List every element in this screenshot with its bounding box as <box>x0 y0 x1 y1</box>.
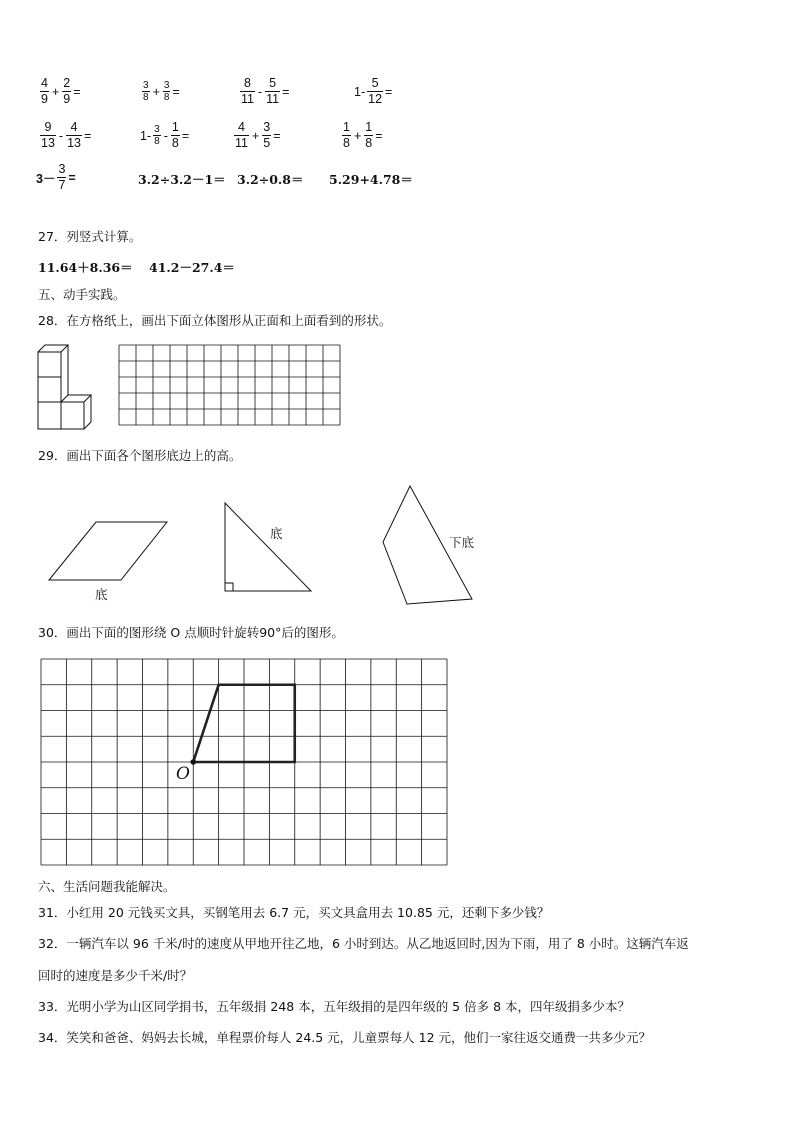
calc-r3c4: 5.29+4.78＝ <box>329 172 413 187</box>
section-5-heading: 五、动手实践。 <box>38 287 126 302</box>
triangle-base-label: 底 <box>270 526 283 541</box>
operator: - <box>58 128 64 143</box>
denominator: 9 <box>41 92 48 106</box>
numerator: 2 <box>63 76 71 90</box>
question-32-line2: 回时的速度是多少千米/时？ <box>38 968 193 983</box>
q30-grid-paper[interactable] <box>41 659 447 867</box>
denominator: 11 <box>241 92 254 106</box>
numerator: 1 <box>171 120 179 134</box>
right-triangle-shape <box>225 503 311 591</box>
numerator: 1 <box>365 120 373 134</box>
denominator: 8 <box>143 92 149 103</box>
numerator: 8 <box>244 76 251 90</box>
numerator: 5 <box>269 76 277 90</box>
right-angle-mark <box>225 583 233 591</box>
operator: + <box>353 128 362 143</box>
expr-27-2: 41.2－27.4＝ <box>149 260 235 275</box>
lead-term: 1- <box>354 84 366 99</box>
numerator: 4 <box>41 76 48 90</box>
denominator: 12 <box>368 92 383 106</box>
equals: = <box>385 84 393 99</box>
question-33: 33．光明小学为山区同学捐书，五年级捐 248 本，五年级捐的是四年级的 5 倍多 8 本，四年级捐多少本？ <box>38 999 631 1014</box>
numerator: 9 <box>44 120 52 134</box>
numerator: 3 <box>263 120 271 134</box>
equals: = <box>273 128 281 143</box>
denominator: 5 <box>263 136 271 150</box>
equals: = <box>172 84 180 99</box>
trapezoid-base-label: 下底 <box>449 535 475 550</box>
operator: + <box>251 128 260 143</box>
question-28: 28．在方格纸上，画出下面立体图形从正面和上面看到的形状。 <box>38 313 392 328</box>
lead-term: 3－ <box>36 171 56 186</box>
denominator: 13 <box>41 136 55 150</box>
numerator: 3 <box>154 124 160 135</box>
denominator: 8 <box>154 136 160 147</box>
denominator: 11 <box>266 92 280 106</box>
numerator: 3 <box>143 80 149 91</box>
denominator: 8 <box>163 92 170 103</box>
section-6-heading: 六、生活问题我能解决。 <box>38 879 176 894</box>
operator: + <box>152 84 160 99</box>
parallelogram-base-label: 底 <box>95 587 108 602</box>
denominator: 9 <box>63 92 71 106</box>
numerator: 1 <box>343 120 350 134</box>
numerator: 4 <box>238 120 245 134</box>
numerator: 3 <box>163 80 170 91</box>
equals: = <box>375 128 383 143</box>
equals: = <box>83 128 92 143</box>
operator: - <box>163 128 168 143</box>
point-o-dot <box>190 759 196 765</box>
denominator: 11 <box>235 136 248 150</box>
question-27: 27．列竖式计算。 <box>38 229 142 244</box>
question-32-line1: 32．一辆汽车以 96 千米/时的速度从甲地开往乙地，6 小时到达。从乙地返回时,因为下雨，用了 8 小时。这辆汽车返 <box>38 936 689 951</box>
point-o-label: O <box>176 764 190 784</box>
equals: = <box>181 128 190 143</box>
numerator: 3 <box>58 162 66 176</box>
operator: + <box>51 84 60 99</box>
denominator: 8 <box>343 136 350 150</box>
question-34: 34．笑笑和爸爸、妈妈去长城，单程票价每人 24.5 元，儿童票每人 12 元，他们一家往返交通费一共多少元？ <box>38 1030 652 1045</box>
equals: = <box>282 84 290 99</box>
denominator: 7 <box>58 178 66 192</box>
parallelogram-shape <box>49 522 167 580</box>
denominator: 13 <box>67 136 81 150</box>
question-31: 31．小红用 20 元钱买文具，买钢笔用去 6.7 元，买文具盒用去 10.85 元，还剩下多少钱？ <box>38 905 550 920</box>
denominator: 8 <box>365 136 373 150</box>
expr-27-1: 11.64＋8.36＝ <box>38 260 133 275</box>
question-30: 30．画出下面的图形绕 O 点顺时针旋转90°后的图形。 <box>38 625 344 640</box>
numerator: 5 <box>371 76 379 90</box>
numerator: 4 <box>70 120 78 134</box>
calc-r3c3: 3.2÷0.8＝ <box>237 172 304 187</box>
operator: - <box>257 84 263 99</box>
equals: = <box>73 84 81 99</box>
question-29: 29．画出下面各个图形底边上的高。 <box>38 448 242 463</box>
calc-r3c2: 3.2÷3.2－1＝ <box>138 172 226 187</box>
equals: = <box>68 170 76 185</box>
lead-term: 1- <box>140 128 152 143</box>
denominator: 8 <box>171 136 179 150</box>
